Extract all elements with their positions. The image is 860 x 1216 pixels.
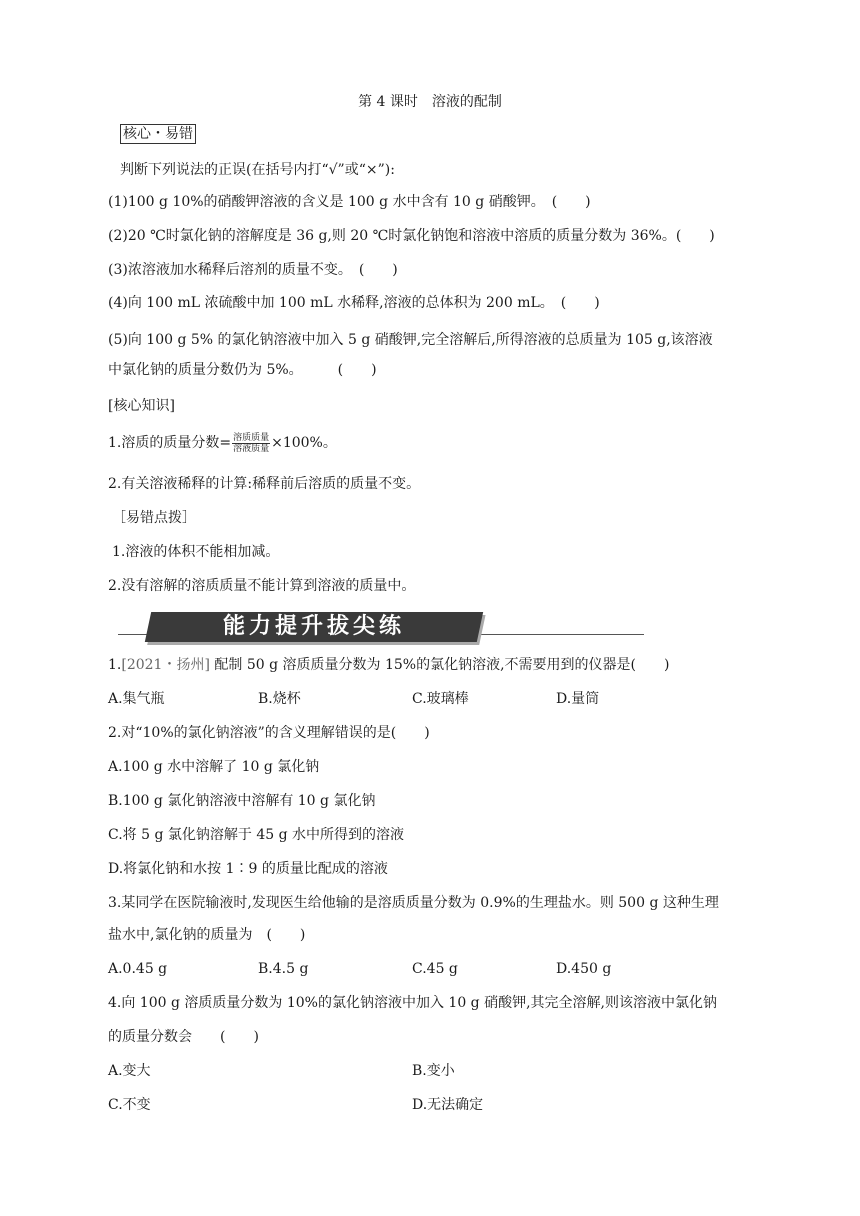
question-4-cont: 的质量分数会 ( ) bbox=[108, 1029, 259, 1045]
errors-item-2: 2.没有溶解的溶质质量不能计算到溶液的质量中。 bbox=[108, 578, 416, 594]
section-banner bbox=[118, 610, 644, 642]
q1-option-d: D.量筒 bbox=[556, 691, 600, 707]
knowledge-item-1 bbox=[108, 430, 337, 456]
judge-item-5-cont: 中氯化钠的质量分数仍为 5%。 ( ) bbox=[108, 362, 377, 378]
q1-source: [2021・扬州] bbox=[121, 657, 210, 673]
q1-option-b: B.烧杯 bbox=[258, 691, 301, 707]
q1-stem: 配制 50 g 溶质质量分数为 15%的氯化钠溶液,不需要用到的仪器是( ) bbox=[209, 657, 670, 673]
question-3: 3.某同学在医院输液时,发现医生给他输的是溶质质量分数为 0.9%的生理盐水。则 500 g 这种生理 bbox=[108, 895, 719, 911]
q2-option-d: D.将氯化钠和水按 1∶9 的质量比配成的溶液 bbox=[108, 861, 388, 877]
banner-text: 能力提升拔尖练 bbox=[222, 614, 405, 639]
question-2: 2.对“10%的氯化钠溶液”的含义理解错误的是( ) bbox=[108, 725, 430, 741]
q2-option-c: C.将 5 g 氯化钠溶解于 45 g 水中所得到的溶液 bbox=[108, 827, 405, 843]
q2-option-b: B.100 g 氯化钠溶液中溶解有 10 g 氯化钠 bbox=[108, 793, 376, 809]
knowledge-item-1-prefix: 1.溶质的质量分数= bbox=[108, 435, 232, 451]
q4-option-a: A.变大 bbox=[108, 1063, 151, 1079]
mass-fraction-formula bbox=[232, 433, 270, 454]
q3-option-a: A.0.45 g bbox=[108, 961, 168, 977]
core-label-box: 核心・易错 bbox=[120, 124, 196, 144]
judge-item-2: (2)20 ℃时氯化钠的溶解度是 36 g,则 20 ℃时氯化钠饱和溶液中溶质的质量分数为 36%。( ) bbox=[108, 228, 715, 244]
judge-item-4: (4)向 100 mL 浓硫酸中加 100 mL 水稀释,溶液的总体积为 200 mL。 ( ) bbox=[108, 295, 600, 311]
errors-heading: ［易错点拨］ bbox=[112, 510, 196, 526]
knowledge-item-2: 2.有关溶液稀释的计算:稀释前后溶质的质量不变。 bbox=[108, 476, 421, 492]
question-3-cont: 盐水中,氯化钠的质量为 ( ) bbox=[108, 927, 306, 943]
judge-item-5: (5)向 100 g 5% 的氯化钠溶液中加入 5 g 硝酸钾,完全溶解后,所得溶液的总质量为 105 g,该溶液 bbox=[108, 332, 713, 348]
knowledge-item-1-suffix: ×100%。 bbox=[271, 435, 337, 451]
q1-option-a: A.集气瓶 bbox=[108, 691, 165, 707]
frac-numerator: 溶质质量 bbox=[233, 432, 270, 443]
frac-denominator: 溶液质量 bbox=[233, 443, 270, 454]
question-1 bbox=[108, 655, 669, 675]
q2-option-a: A.100 g 水中溶解了 10 g 氯化钠 bbox=[108, 759, 320, 775]
q3-option-c: C.45 g bbox=[412, 961, 458, 977]
q4-option-c: C.不变 bbox=[108, 1097, 151, 1113]
question-4: 4.向 100 g 溶质质量分数为 10%的氯化钠溶液中加入 10 g 硝酸钾,其完全溶解,则该溶液中氯化钠 bbox=[108, 995, 717, 1011]
judge-instruction: 判断下列说法的正误(在括号内打“√”或“×”): bbox=[120, 162, 395, 178]
knowledge-heading: [核心知识] bbox=[108, 398, 175, 414]
judge-item-3: (3)浓溶液加水稀释后溶剂的质量不变。 ( ) bbox=[108, 262, 398, 278]
page-title: 第 4 课时 溶液的配制 bbox=[358, 94, 502, 110]
q4-option-b: B.变小 bbox=[412, 1063, 455, 1079]
q4-option-d: D.无法确定 bbox=[412, 1097, 484, 1113]
q3-option-d: D.450 g bbox=[556, 961, 612, 977]
judge-item-1: (1)100 g 10%的硝酸钾溶液的含义是 100 g 水中含有 10 g 硝酸钾。 ( ) bbox=[108, 194, 591, 210]
errors-item-1: 1.溶液的体积不能相加减。 bbox=[112, 544, 280, 560]
q1-number: 1. bbox=[108, 657, 122, 673]
q1-option-c: C.玻璃棒 bbox=[412, 691, 469, 707]
q3-option-b: B.4.5 g bbox=[258, 961, 309, 977]
